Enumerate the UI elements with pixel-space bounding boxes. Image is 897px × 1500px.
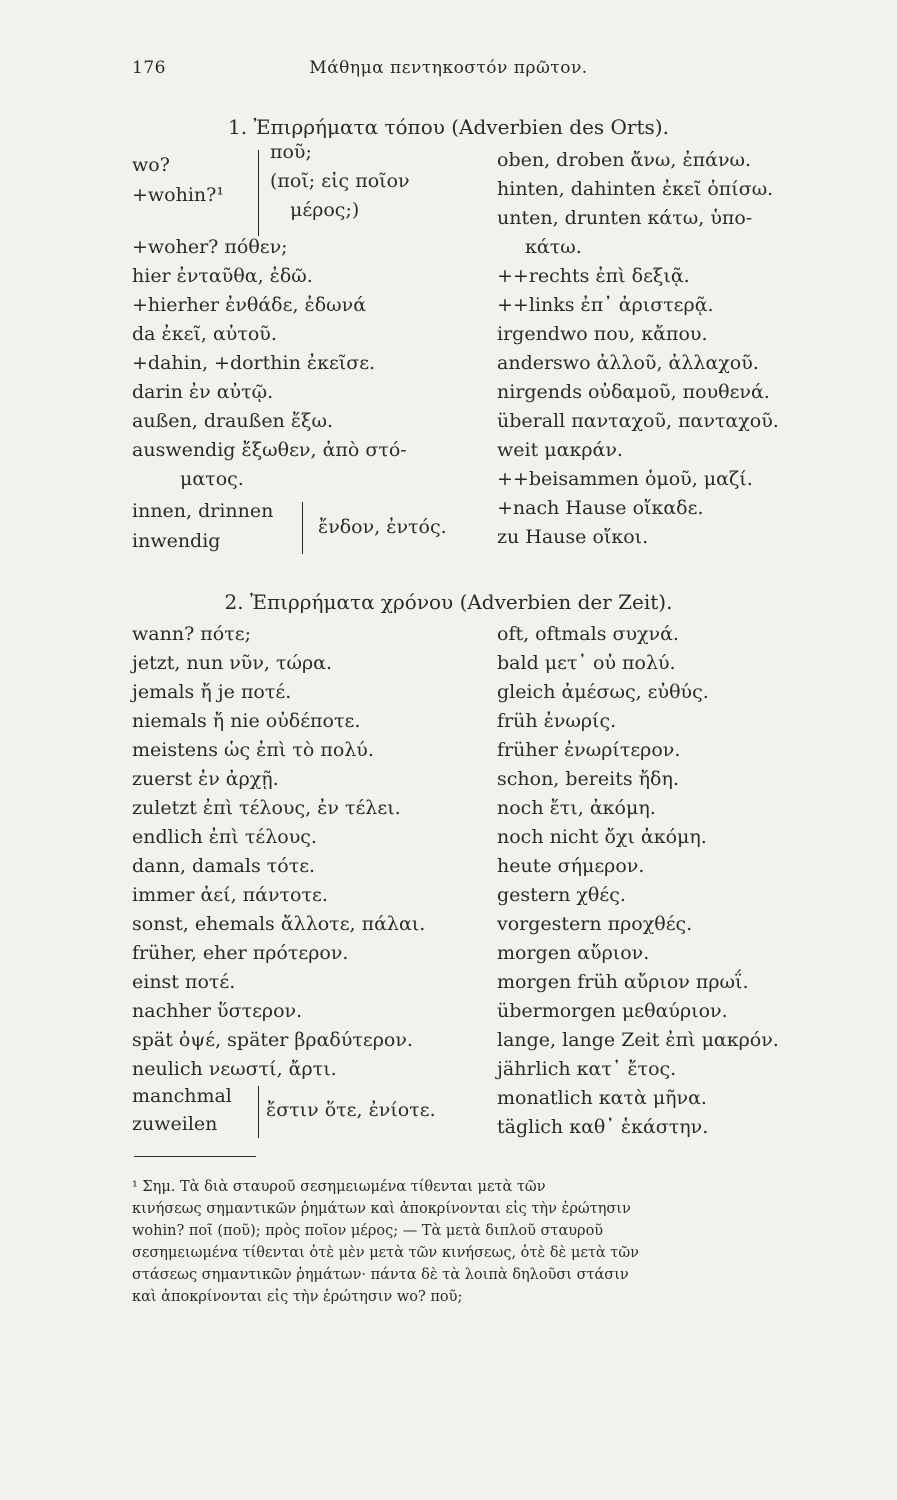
entry-line: zuerst ἐν ἀρχῇ. bbox=[132, 768, 279, 790]
entry-line: morgen früh αὔριον πρωΐ. bbox=[497, 971, 749, 993]
footnote-line: σεσημειωμένα τίθενται ὁτὲ μὲν μετὰ τῶν κινήσεως, ὁτὲ δὲ μετὰ τῶν bbox=[132, 1245, 639, 1261]
entry-line: gleich ἀμέσως, εὐθύς. bbox=[497, 681, 709, 703]
entry-line: spät ὀψέ, später βραδύτερον. bbox=[132, 1029, 413, 1051]
section-heading-place: 1. Ἐπιρρήματα τόπου (Adverbien des Orts). bbox=[228, 115, 669, 139]
brace bbox=[258, 1086, 259, 1138]
entry-line: nirgends οὐδαμοῦ, πουθενά. bbox=[497, 381, 770, 403]
footnote-line: στάσεως σημαντικῶν ῥημάτων· πάντα δὲ τὰ λοιπὰ δηλοῦσι στάσιν bbox=[132, 1267, 629, 1283]
entry-line: da ἐκεῖ, αὐτοῦ. bbox=[132, 323, 277, 345]
entry-line: +dahin, +dorthin ἐκεῖσε. bbox=[132, 352, 376, 374]
section-heading-time: 2. Ἐπιρρήματα χρόνου (Adverbien der Zeit). bbox=[224, 590, 673, 614]
entry-line: heute σήμερον. bbox=[497, 855, 645, 877]
entry-line: jährlich κατ᾿ ἔτος. bbox=[497, 1058, 677, 1080]
footnote-line: ¹ Σημ. Τὰ διὰ σταυροῦ σεσημειωμένα τίθενται μετὰ τῶν bbox=[132, 1179, 546, 1195]
entry-line: noch ἔτι, ἀκόμη. bbox=[497, 797, 656, 819]
entry-value: (ποῖ; εἰς ποῖον bbox=[270, 170, 410, 192]
entry-line: dann, damals τότε. bbox=[132, 855, 316, 877]
footnote-divider bbox=[134, 1156, 256, 1157]
entry-line: immer ἀεί, πάντοτε. bbox=[132, 884, 328, 906]
entry-line: unten, drunten κάτω, ὑπο- bbox=[497, 207, 753, 229]
footnote bbox=[132, 1176, 827, 1308]
entry-line: schon, bereits ἤδη. bbox=[497, 768, 679, 790]
entry-key: +wohin?¹ bbox=[132, 184, 224, 206]
entry-line: anderswo ἀλλοῦ, ἀλλαχοῦ. bbox=[497, 352, 759, 374]
entry-line: neulich νεωστί, ἄρτι. bbox=[132, 1058, 337, 1080]
entry-line: ++rechts ἐπὶ δεξιᾷ. bbox=[497, 265, 690, 287]
entry-line: täglich καθ᾿ ἑκάστην. bbox=[497, 1116, 709, 1138]
entry-line: niemals ἤ nie οὐδέποτε. bbox=[132, 710, 361, 732]
entry-line: vorgestern προχθές. bbox=[497, 913, 693, 935]
entry-line: +woher? πόθεν; bbox=[132, 236, 288, 258]
entry-list bbox=[132, 233, 407, 494]
entry-line: noch nicht ὄχι ἀκόμη. bbox=[497, 826, 707, 848]
entry-line: endlich ἐπὶ τέλους. bbox=[132, 826, 317, 848]
entry-line: sonst, ehemals ἄλλοτε, πάλαι. bbox=[132, 913, 426, 935]
entry-key: zuweilen bbox=[132, 1113, 218, 1135]
brace bbox=[258, 150, 259, 236]
entry-line: irgendwo που, κἄπου. bbox=[497, 323, 708, 345]
entry-line: oben, droben ἄνω, ἐπάνω. bbox=[497, 149, 752, 171]
entry-line: κάτω. bbox=[525, 236, 582, 258]
entry-line: lange, lange Zeit ἐπὶ μακρόν. bbox=[497, 1029, 779, 1051]
entry-line: früher ἐνωρίτερον. bbox=[497, 739, 681, 761]
entry-line: oft, oftmals συχνά. bbox=[497, 623, 679, 645]
entry-value: ποῦ; bbox=[270, 141, 312, 163]
entry-line: +hierher ἐνθάδε, ἐδωνά bbox=[132, 294, 367, 316]
section1-right-column bbox=[497, 146, 779, 552]
brace bbox=[302, 502, 303, 554]
entry-line: ματος. bbox=[180, 468, 244, 490]
entry-line: wann? πότε; bbox=[132, 623, 251, 645]
entry-line: zuletzt ἐπὶ τέλους, ἐν τέλει. bbox=[132, 797, 401, 819]
entry-key: innen, drinnen bbox=[132, 500, 274, 522]
entry-line: jetzt, nun νῦν, τώρα. bbox=[132, 652, 333, 674]
entry-line: auswendig ἔξωθεν, ἀπὸ στό- bbox=[132, 439, 407, 461]
entry-line: gestern χθές. bbox=[497, 884, 626, 906]
entry-line: morgen αὔριον. bbox=[497, 942, 650, 964]
entry-line: nachher ὕστερον. bbox=[132, 1000, 303, 1022]
entry-line: +nach Hause οἴκαδε. bbox=[497, 497, 704, 519]
entry-key: manchmal bbox=[132, 1085, 232, 1107]
entry-line: überall πανταχοῦ, πανταχοῦ. bbox=[497, 410, 779, 432]
entry-line: ++beisammen ὁμοῦ, μαζί. bbox=[497, 468, 753, 490]
entry-line: einst ποτέ. bbox=[132, 971, 236, 993]
entry-line: meistens ὡς ἐπὶ τὸ πολύ. bbox=[132, 739, 374, 761]
footnote-line: καὶ ἀποκρίνονται εἰς τὴν ἐρώτησιν wo? ποῦ; bbox=[132, 1289, 463, 1305]
entry-line: übermorgen μεθαύριον. bbox=[497, 1000, 728, 1022]
entry-line: ++links ἐπ᾿ ἀριστερᾷ. bbox=[497, 294, 714, 316]
entry-key: inwendig bbox=[132, 530, 221, 552]
entry-line: jemals ἤ je ποτέ. bbox=[132, 681, 292, 703]
entry-line: früh ἐνωρίς. bbox=[497, 710, 617, 732]
entry-line: hier ἐνταῦθα, ἐδῶ. bbox=[132, 265, 313, 287]
entry-line: früher, eher πρότερον. bbox=[132, 942, 349, 964]
entry-value: ἔστιν ὅτε, ἐνίοτε. bbox=[266, 1099, 436, 1121]
entry-value: ἔνδον, ἐντός. bbox=[318, 516, 447, 538]
section2-left-column bbox=[132, 620, 425, 1084]
footnote-line: κινήσεως σημαντικῶν ῥημάτων καὶ ἀποκρίνονται εἰς τὴν ἐρώτησιν bbox=[132, 1201, 631, 1217]
entry-line: hinten, dahinten ἐκεῖ ὀπίσω. bbox=[497, 178, 774, 200]
entry-line: zu Hause οἴκοι. bbox=[497, 526, 649, 548]
entry-line: außen, draußen ἔξω. bbox=[132, 410, 334, 432]
footnote-line: wohin? ποῖ (ποῦ); πρὸς ποῖον μέρος; — Τὰ μετὰ διπλοῦ σταυροῦ bbox=[132, 1223, 604, 1239]
entry-line: monatlich κατὰ μῆνα. bbox=[497, 1087, 707, 1109]
section2-right-column bbox=[497, 620, 779, 1142]
entry-line: weit μακράν. bbox=[497, 439, 623, 461]
running-title: Μάθημα πεντηκοστόν πρῶτον. bbox=[309, 58, 588, 78]
page-number: 176 bbox=[132, 58, 166, 78]
entry-line: bald μετ᾿ οὐ πολύ. bbox=[497, 652, 676, 674]
entry-line: darin ἐν αὐτῷ. bbox=[132, 381, 274, 403]
entry-key: wo? bbox=[132, 154, 170, 176]
entry-value: μέρος;) bbox=[290, 199, 360, 221]
